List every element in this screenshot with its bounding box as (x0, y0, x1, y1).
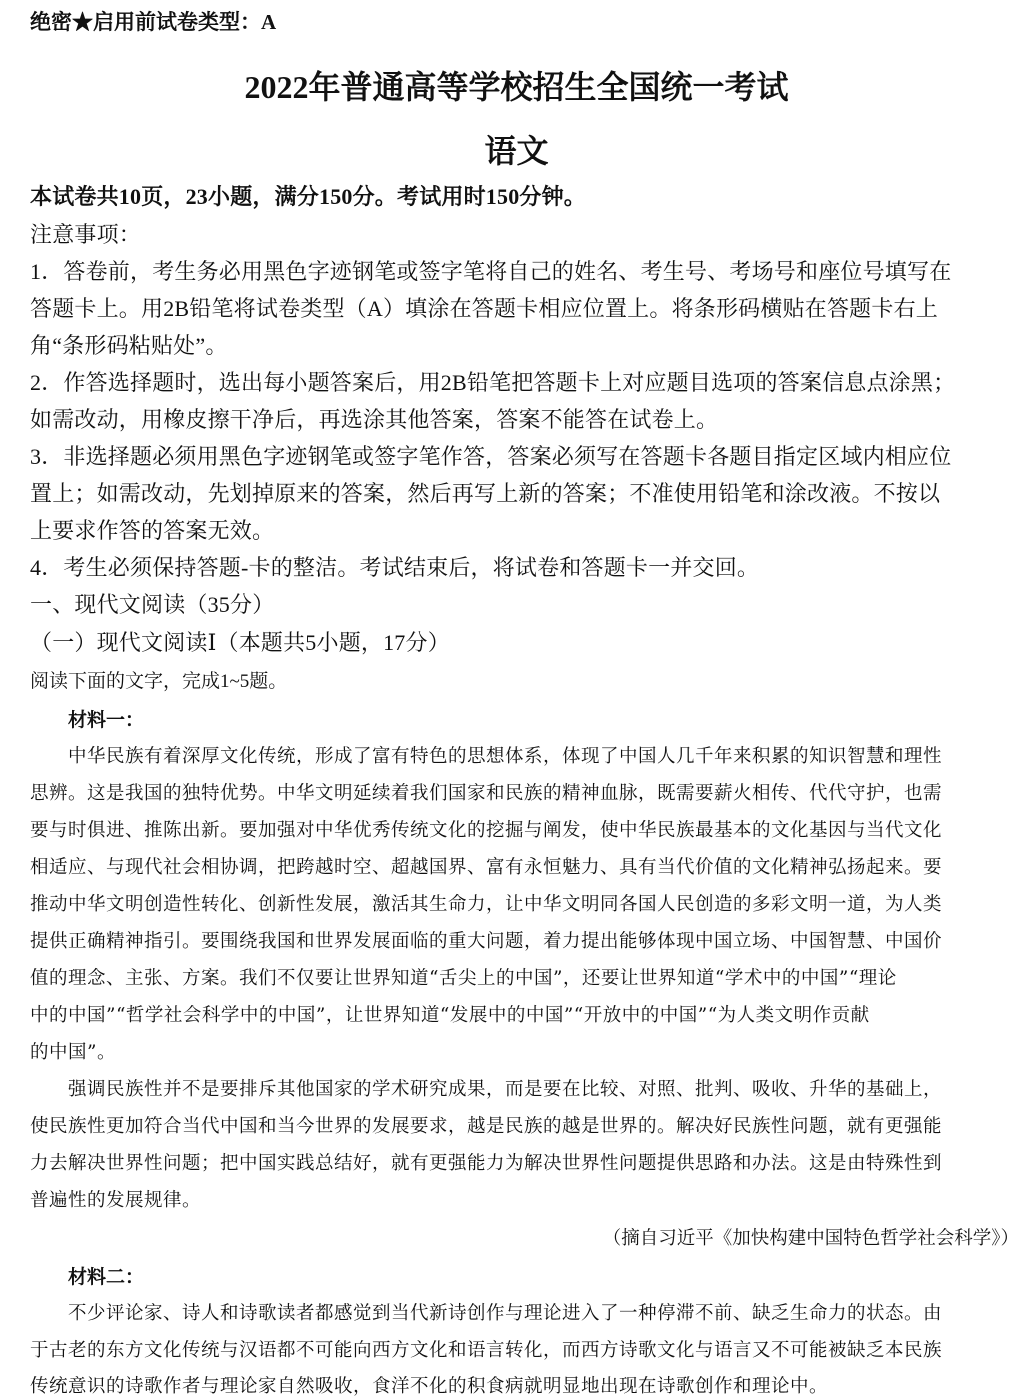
exam-title: 2022年普通高等学校招生全国统一考试 (244, 69, 789, 105)
exam-subject: 语文 (484, 133, 549, 169)
material-line: 相适应、与现代社会相协调，把跨越时空、超越国界、富有永恒魅力、具有当代价值的文化精神弘扬起来。要 (30, 857, 943, 878)
material-line: 提供正确精神指引。要围绕我国和世界发展面临的重大问题，着力提出能够体现中国立场、中国智慧、中国价 (30, 931, 943, 952)
material-line: 的中国”。 (30, 1042, 116, 1063)
material-line: 值的理念、主张、方案。我们不仅要让世界知道“舌尖上的中国”，还要让世界知道“学术中的中国”“理论 (30, 968, 897, 989)
notes-line: 4．考生必须保持答题-卡的整洁。考试结束后，将试卷和答题卡一并交回。 (30, 555, 760, 580)
notes-line: 如需改动，用橡皮擦干净后，再选涂其他答案，答案不能答在试卷上。 (30, 407, 719, 432)
material-line: 强调民族性并不是要排斥其他国家的学术研究成果，而是要在比较、对照、批判、吸收、升华的基础上， (30, 1079, 943, 1100)
material-line: 于古老的东方文化传统与汉语都不可能向西方文化和语言转化，而西方诗歌文化与语言又不可能被缺乏本民族 (30, 1340, 943, 1361)
material-line: 中的中国”“哲学社会科学中的中国”，让世界知道“发展中的中国”“开放中的中国”“为人类文明作贡献 (30, 1005, 870, 1026)
notes-heading: 注意事项： (30, 222, 142, 247)
exam-summary: 本试卷共10页，23小题，满分150分。考试用时150分钟。 (30, 184, 587, 209)
material-two-label: 材料二： (68, 1267, 145, 1288)
notes-line: 置上；如需改动，先划掉原来的答案，然后再写上新的答案；不准使用铅笔和涂改液。不按以 (30, 481, 941, 506)
notes-line: 角“条形码粘贴处”。 (30, 333, 228, 358)
material-line: 推动中华文明创造性转化、创新性发展，激活其生命力，让中华文明同各国人民创造的多彩文明一道，为人类 (30, 894, 943, 915)
notes-line: 上要求作答的答案无效。 (30, 518, 275, 543)
notes-line: 1．答卷前，考生务必用黑色字迹钢笔或签字笔将自己的姓名、考生号、考场号和座位号填写在 (30, 259, 952, 284)
material-one-source: （摘自习近平《加快构建中国特色哲学社会科学》） (602, 1228, 1019, 1249)
material-line: 思辨。这是我国的独特优势。中华文明延续着我们国家和民族的精神血脉，既需要薪火相传、代代守护，也需 (30, 783, 943, 804)
confidential-label: 绝密★启用前试卷类型：A (30, 10, 277, 34)
material-line: 普遍性的发展规律。 (30, 1190, 202, 1211)
reading-instruction: 阅读下面的文字，完成1~5题。 (30, 671, 288, 692)
material-line: 使民族性更加符合当代中国和当今世界的发展要求，越是民族的越是世界的。解决好民族性问题，就有更强能 (30, 1116, 943, 1137)
notes-line: 2．作答选择题时，选出每小题答案后，用2B铅笔把答题卡上对应题目选项的答案信息点涂黑； (30, 370, 956, 395)
material-line: 不少评论家、诗人和诗歌读者都感觉到当代新诗创作与理论进入了一种停滞不前、缺乏生命力的状态。由 (30, 1303, 943, 1324)
material-line: 力去解决世界性问题；把中国实践总结好，就有更强能力为解决世界性问题提供思路和办法。这是由特殊性到 (30, 1153, 943, 1174)
notes-line: 答题卡上。用2B铅笔将试卷类型（A）填涂在答题卡相应位置上。将条形码横贴在答题卡右上 (30, 296, 938, 321)
section-subheading: （一）现代文阅读Ⅰ（本题共5小题，17分） (30, 630, 450, 655)
notes-line: 3．非选择题必须用黑色字迹钢笔或签字笔作答，答案必须写在答题卡各题目指定区域内相应位 (30, 444, 952, 469)
material-one-label: 材料一： (68, 710, 145, 731)
section-heading: 一、现代文阅读（35分） (30, 592, 275, 617)
material-line: 中华民族有着深厚文化传统，形成了富有特色的思想体系，体现了中国人几千年来积累的知识智慧和理性 (30, 746, 943, 767)
material-line: 传统意识的诗歌作者与理论家自然吸收，食洋不化的积食病就明显地出现在诗歌创作和理论中。 (30, 1376, 829, 1397)
material-line: 要与时俱进、推陈出新。要加强对中华优秀传统文化的挖掘与阐发，使中华民族最基本的文化基因与当代文化 (30, 820, 943, 841)
